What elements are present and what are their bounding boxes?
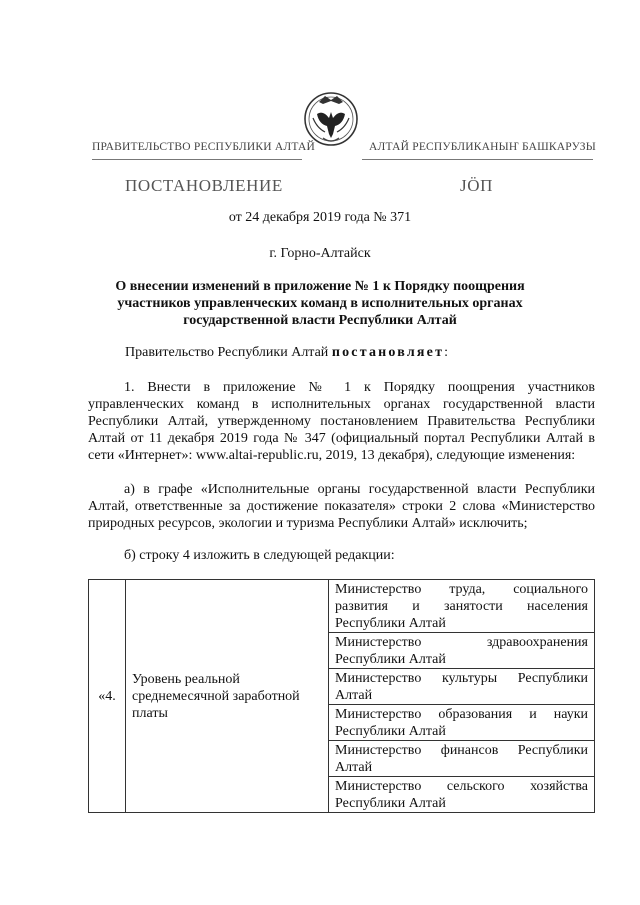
document-city: г. Горно-Алтайск — [269, 246, 371, 261]
resolves-suffix: : — [444, 345, 449, 360]
paragraph-2: а) в графе «Исполнительные органы государственной власти Республики Алтай, ответственные за достижение показателя» строки 2 слова «Министерство природных ресурсов, экологии и туризма Республики Алтай» исключить; — [88, 482, 595, 531]
doc-type-ru: ПОСТАНОВЛЕНИЕ — [125, 176, 283, 195]
doc-type-alt: ЈӦП — [460, 176, 493, 195]
resolves-keyword: постановляет — [331, 345, 445, 360]
indicator-name: Уровень реальной среднемесячной заработной платы — [126, 580, 329, 813]
ministry-cell: Министерство здравоохранения Республики Алтай — [329, 633, 595, 669]
header-divider-left — [92, 159, 302, 160]
amendment-table — [88, 579, 595, 813]
resolves-prefix: Правительство Республики Алтай — [125, 345, 332, 360]
paragraph-3: б) строку 4 изложить в следующей редакции: — [124, 548, 395, 563]
header-divider-right — [362, 159, 593, 160]
resolves-line — [125, 345, 448, 361]
table-row — [89, 580, 595, 633]
ministry-cell: Министерство культуры Республики Алтай — [329, 669, 595, 705]
ministry-cell: Министерство финансов Республики Алтай — [329, 741, 595, 777]
document-dateline: от 24 декабря 2019 года № 371 — [228, 210, 412, 225]
document-title: О внесении изменений в приложение № 1 к Порядку поощрения участников управленческих команд в исполнительных органах государственной власти Республики Алтай — [115, 279, 525, 328]
ministry-cell: Министерство сельского хозяйства Республики Алтай — [329, 777, 595, 813]
header-government-ru: ПРАВИТЕЛЬСТВО РЕСПУБЛИКИ АЛТАЙ — [92, 141, 316, 153]
ministry-cell: Министерство образования и науки Республики Алтай — [329, 705, 595, 741]
row-number: «4. — [89, 580, 126, 813]
paragraph-1: 1. Внести в приложение № 1 к Порядку поощрения участников управленческих команд в исполнительных органах государственной власти Республики Алтай, утвержденному постановлением Правительства Республики Алтай от 11 декабря 2019 года № 347 (официальный портал Республики Алтай в сети «Интернет»: www.altai-republic.ru, 2019, 13 декабря), следующие изменения: — [88, 380, 595, 463]
header-government-alt: АЛТАЙ РЕСПУБЛИКАНЫҤ БАШКАРУЗЫ — [369, 141, 596, 153]
ministry-cell: Министерство труда, социального развития и занятости населения Республики Алтай — [329, 580, 595, 633]
